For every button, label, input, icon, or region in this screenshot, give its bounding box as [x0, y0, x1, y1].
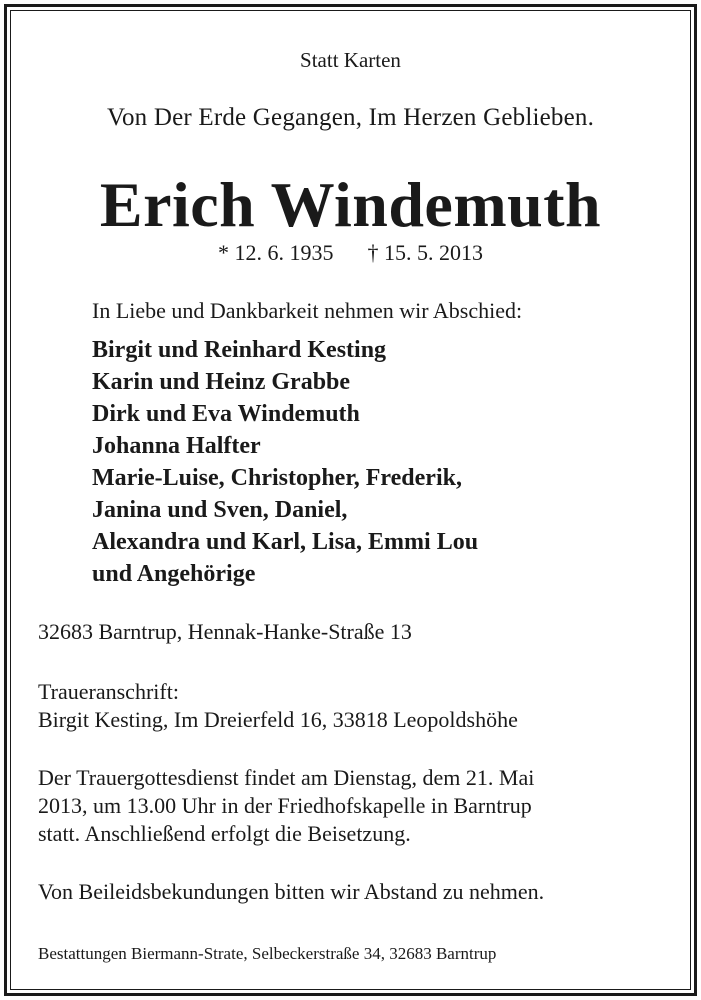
- mourner-line: Johanna Halfter: [92, 433, 261, 459]
- mourners-list: [92, 334, 478, 590]
- trauer-address: Birgit Kesting, Im Dreierfeld 16, 33818 Leopoldshöhe: [38, 707, 518, 732]
- mourner-line: Karin und Heinz Grabbe: [92, 369, 351, 395]
- undertaker-footer: Bestattungen Biermann-Strate, Selbeckerstraße 34, 32683 Barntrup: [38, 944, 497, 963]
- funeral-service-text: [38, 764, 534, 848]
- home-address: 32683 Barntrup, Hennak-Hanke-Straße 13: [38, 619, 412, 644]
- statt-karten-header: Statt Karten: [300, 48, 401, 72]
- mourner-line: Birgit und Reinhard Kesting: [92, 337, 387, 363]
- farewell-intro: In Liebe und Dankbarkeit nehmen wir Abschied:: [92, 298, 523, 323]
- mourner-line: Janina und Sven, Daniel,: [92, 497, 348, 523]
- birth-date: * 12. 6. 1935: [218, 240, 334, 265]
- trauer-address-label: Traueranschrift:: [38, 679, 179, 704]
- condolences-notice: Von Beileidsbekundungen bitten wir Abstand zu nehmen.: [38, 879, 545, 904]
- mourner-line: Marie-Luise, Christopher, Frederik,: [92, 465, 462, 491]
- service-line: statt. Anschließend erfolgt die Beisetzung.: [38, 821, 411, 846]
- motto: Von Der Erde Gegangen, Im Herzen Geblieben.: [106, 104, 595, 131]
- service-line: 2013, um 13.00 Uhr in der Friedhofskapelle in Barntrup: [38, 793, 532, 818]
- death-date: † 15. 5. 2013: [367, 240, 483, 265]
- life-dates: [0, 240, 701, 266]
- mourner-line: und Angehörige: [92, 561, 256, 587]
- mourner-line: Dirk und Eva Windemuth: [92, 401, 360, 427]
- deceased-name: Erich Windemuth: [99, 169, 602, 240]
- service-line: Der Trauergottesdienst findet am Dienstag, dem 21. Mai: [38, 765, 535, 790]
- mourner-line: Alexandra und Karl, Lisa, Emmi Lou: [92, 529, 479, 555]
